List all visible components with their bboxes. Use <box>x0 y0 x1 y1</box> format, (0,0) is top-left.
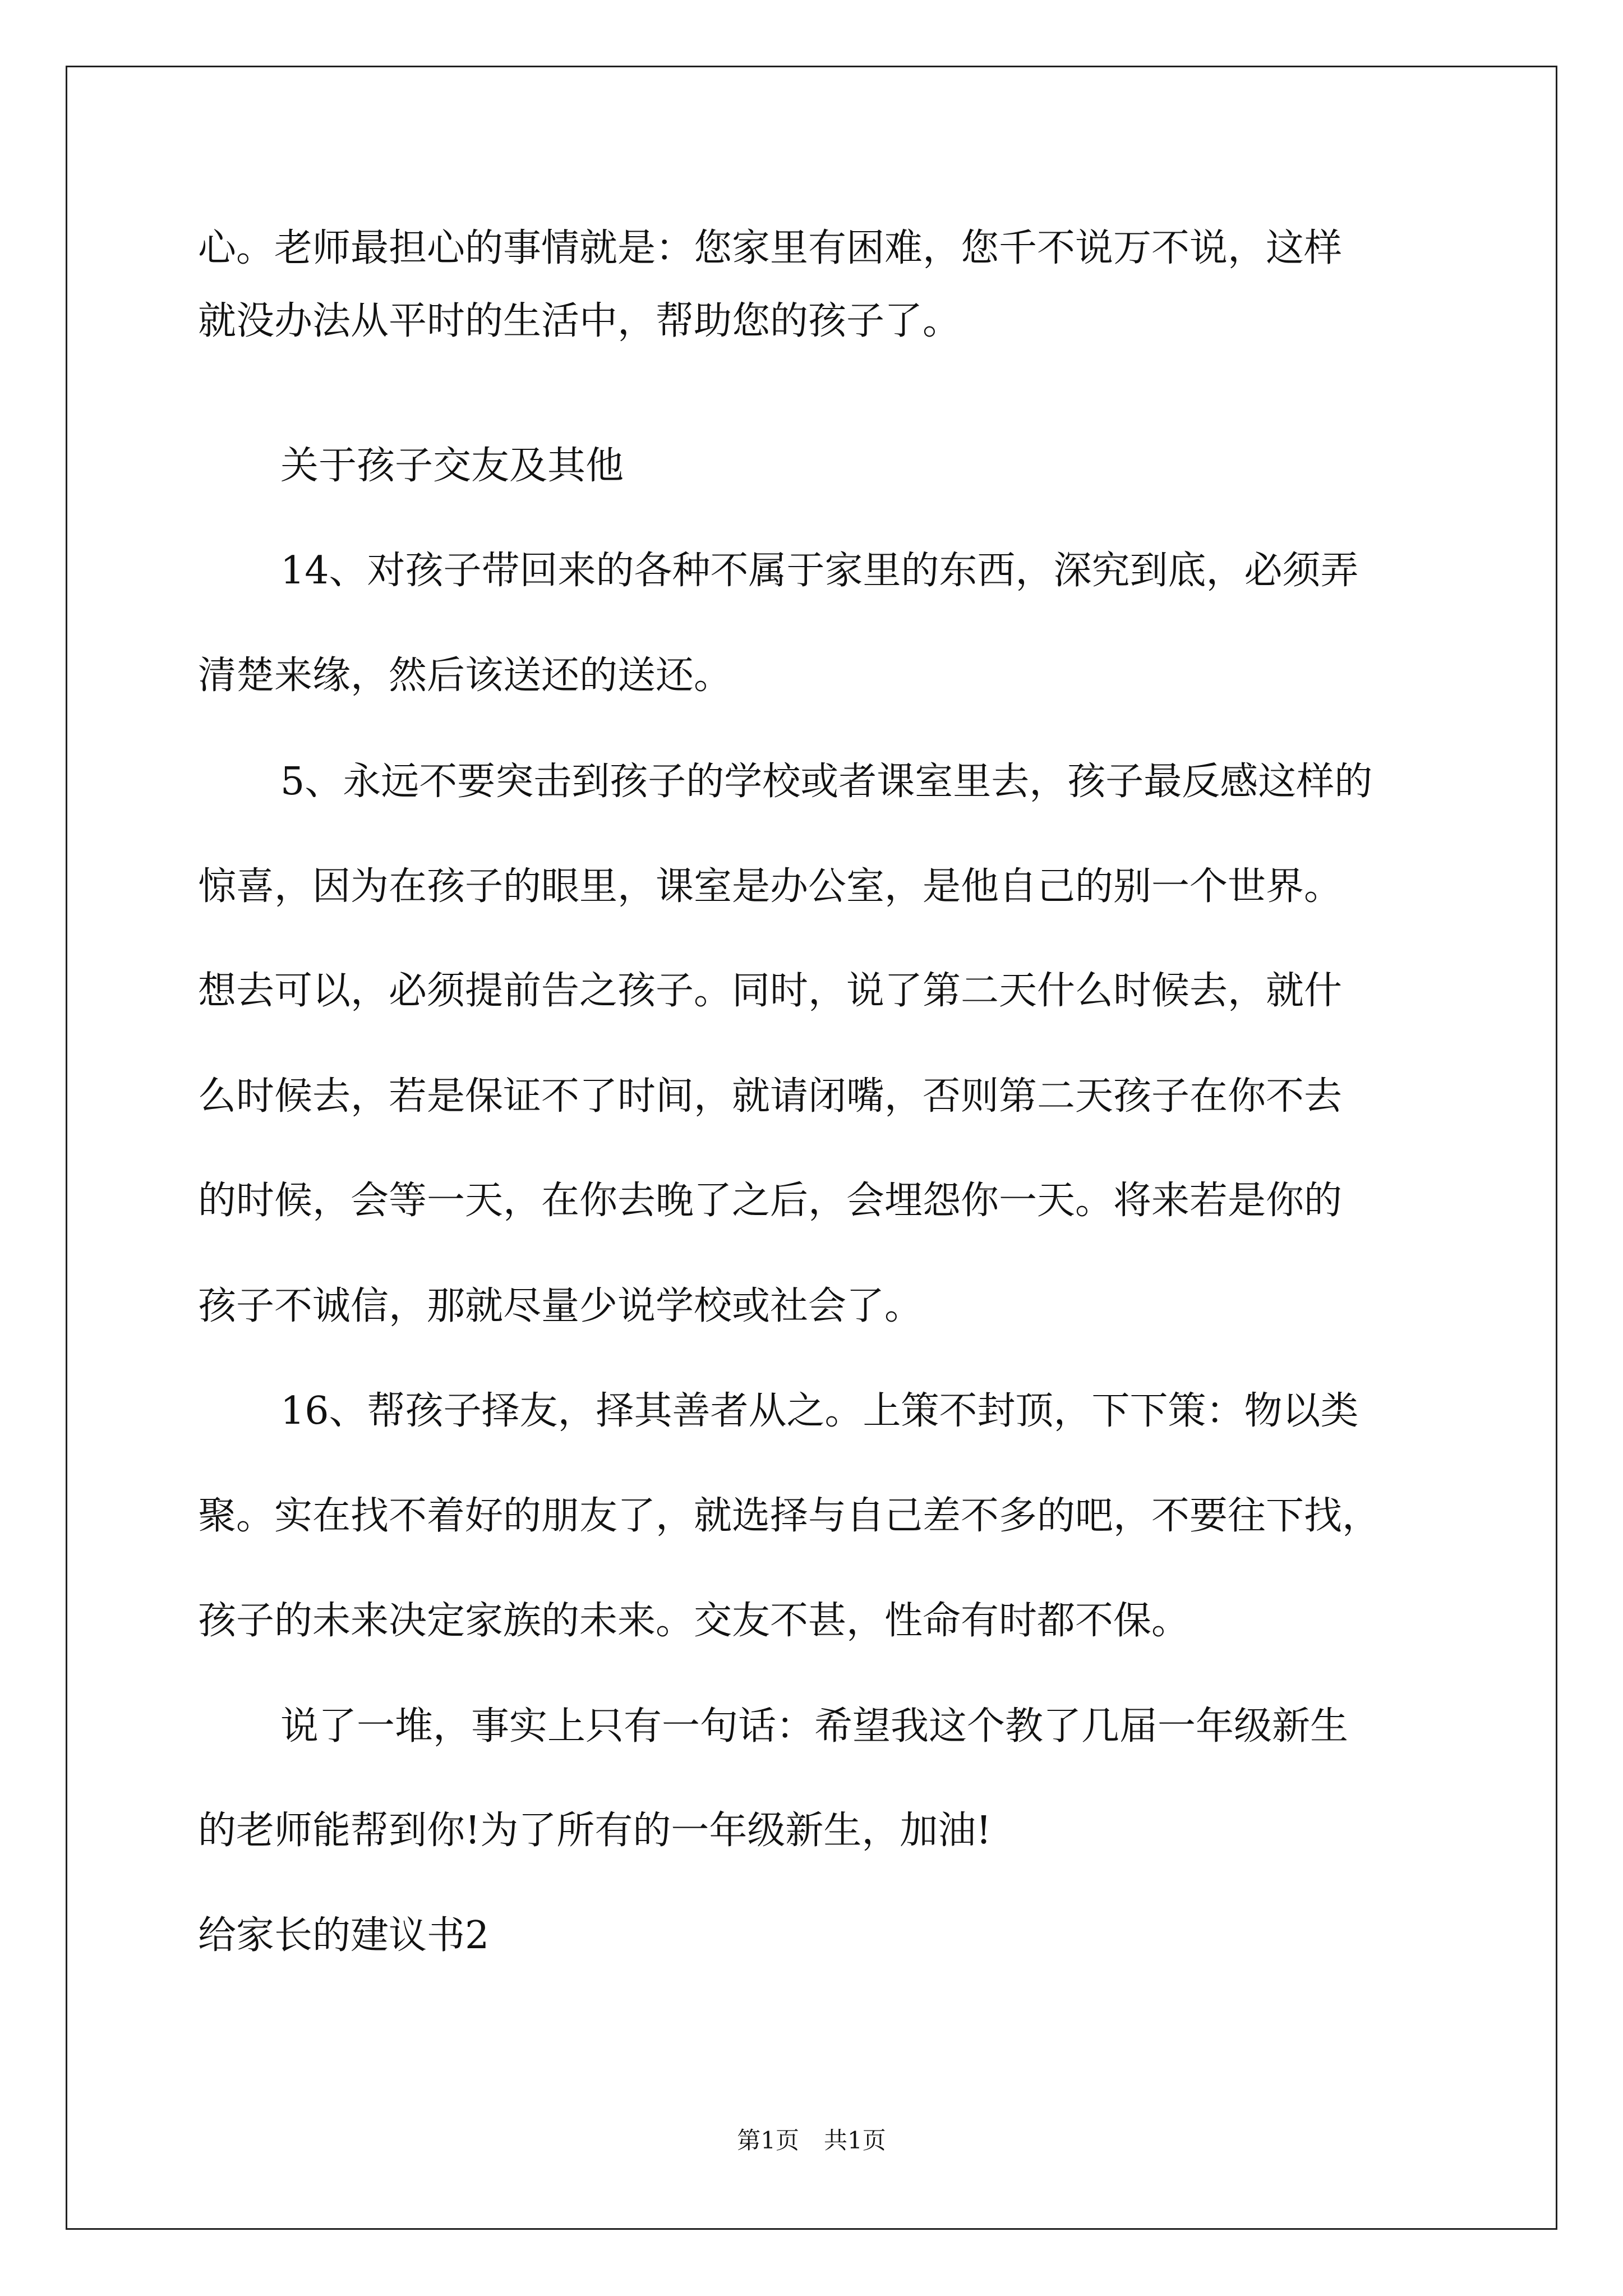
text-line: 惊喜，因为在孩子的眼里，课室是办公室，是他自己的别一个世界。 <box>198 864 1343 909</box>
text-line: 聚。实在找不着好的朋友了，就选择与自己差不多的吧，不要往下找， <box>198 1494 1381 1538</box>
document-title: 给家长的建议书2 <box>198 1913 490 1958</box>
text-line: 么时候去，若是保证不了时间，就请闭嘴，否则第二天孩子在你不去 <box>198 1074 1343 1119</box>
text-line: 就没办法从平时的生活中，帮助您的孩子了。 <box>198 299 961 343</box>
text-line: 清楚来缘，然后该送还的送还。 <box>198 654 732 698</box>
section-heading: 关于孩子交友及其他 <box>280 444 624 488</box>
text-line: 16、帮孩子择友，择其善者从之。上策不封顶，下下策：物以类 <box>280 1389 1359 1433</box>
text-line: 孩子的未来决定家族的未来。交友不甚，性命有时都不保。 <box>198 1599 1190 1643</box>
text-line: 说了一堆，事实上只有一句话：希望我这个教了几届一年级新生 <box>280 1704 1349 1749</box>
page-footer <box>0 2127 1623 2155</box>
text-line: 14、对孩子带回来的各种不属于家里的东西，深究到底，必须弄 <box>280 549 1359 593</box>
page-number: 第1页 <box>737 2127 799 2154</box>
text-line: 心。老师最担心的事情就是：您家里有困难，您千不说万不说，这样 <box>198 226 1343 270</box>
page-border <box>66 66 1557 2230</box>
text-line: 孩子不诚信，那就尽量少说学校或社会了。 <box>198 1284 923 1328</box>
text-line: 想去可以，必须提前告之孩子。同时，说了第二天什么时候去，就什 <box>198 969 1343 1013</box>
text-line: 5、永远不要突击到孩子的学校或者课室里去，孩子最反感这样的 <box>280 760 1373 804</box>
text-line: 的老师能帮到你!为了所有的一年级新生，加油! <box>198 1809 992 1853</box>
text-line: 的时候，会等一天，在你去晚了之后，会埋怨你一天。将来若是你的 <box>198 1179 1343 1223</box>
page-total: 共1页 <box>824 2127 886 2154</box>
